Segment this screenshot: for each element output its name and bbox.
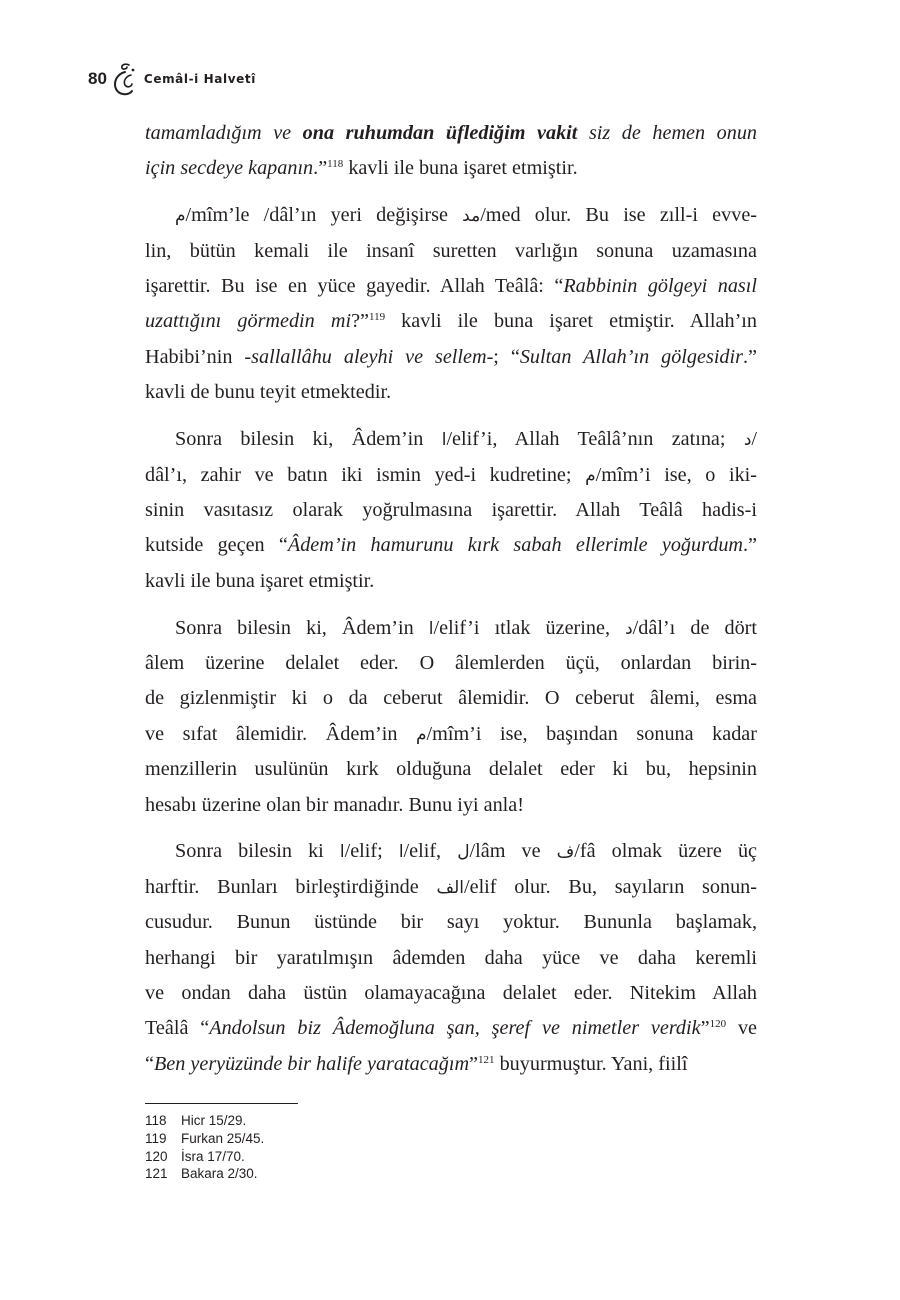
text-run: kavli de bunu teyit etmektedir.	[145, 381, 392, 404]
text-line	[145, 151, 757, 186]
text-run: /mîm’i ise, o iki-	[595, 463, 757, 486]
arabic-letter: ا	[428, 618, 434, 639]
arabic-letter: ا	[339, 842, 345, 863]
footnote	[145, 1165, 264, 1183]
text-line	[145, 646, 757, 681]
running-title: Cemâl-i Halvetî	[143, 72, 256, 86]
arabic-letter: الف	[436, 877, 464, 898]
arabic-letter: م	[175, 206, 186, 227]
text-line	[145, 269, 757, 304]
text-run: de gizlenmiştir ki o da ceberut âlemidir. O ceberut âlemi, esma	[145, 687, 757, 710]
body-text	[145, 116, 757, 1082]
arabic-letter: د	[625, 618, 633, 639]
italic-text: uzattığını görmedin mi	[145, 310, 352, 333]
bold-italic-text: ona ruhumdan üflediğim vakit	[302, 122, 578, 144]
arabic-letter: م	[416, 724, 427, 745]
footnote-number: 118	[145, 1113, 167, 1128]
text-run: /elif,	[403, 840, 458, 863]
text-line	[145, 717, 757, 752]
page-number: 80	[88, 69, 107, 88]
footnote	[145, 1148, 264, 1166]
text-line	[145, 493, 757, 528]
paragraph	[145, 422, 757, 599]
text-run: .”	[743, 345, 757, 368]
text-run: .”	[313, 157, 328, 180]
footnote-ref: 121	[478, 1053, 495, 1066]
footnote-number: 120	[145, 1148, 168, 1164]
text-line	[145, 681, 757, 716]
text-run: /lâm ve	[469, 840, 557, 863]
text-line	[145, 198, 757, 233]
paragraph-gap	[145, 187, 757, 199]
text-line	[145, 752, 757, 787]
text-line	[145, 422, 757, 457]
text-run: Sonra bilesin ki, Âdem’in	[175, 428, 442, 451]
text-run: ”	[700, 1017, 710, 1040]
paragraph	[145, 834, 757, 1082]
footnote-ref: 119	[368, 311, 386, 324]
footnote-text: Bakara 2/30.	[181, 1166, 258, 1182]
text-run: menzillerin usulünün kırk olduğuna delalet eder ki bu, hepsinin	[145, 758, 757, 781]
text-line	[145, 375, 757, 410]
text-run: kavli ile buna işaret etmiştir.	[343, 157, 578, 180]
text-run: Teâlâ “	[145, 1017, 210, 1040]
footnote-ref: 120	[709, 1018, 727, 1031]
arabic-letter: مد	[462, 206, 481, 227]
text-line	[145, 528, 757, 563]
footnote	[145, 1130, 264, 1148]
arabic-letter: ف	[556, 842, 575, 863]
text-line	[145, 905, 757, 940]
footnote-divider	[145, 1103, 298, 1104]
italic-text: siz de hemen onun	[577, 122, 757, 144]
text-line	[145, 340, 757, 375]
text-run: hesabı üzerine olan bir manadır. Bunu iyi anla!	[145, 793, 524, 816]
text-run: Sonra bilesin ki	[175, 840, 340, 863]
text-run: .”	[743, 534, 757, 557]
text-run: işarettir. Bu ise en yüce gayedir. Allah Teâlâ: “	[145, 275, 564, 298]
italic-text: için secdeye kapanın	[145, 157, 314, 180]
text-run: /med olur. Bu ise zıll-i evve-	[480, 204, 757, 227]
text-run: kavli ile buna işaret etmiştir. Allah’ın	[385, 310, 757, 333]
text-run: -; “	[486, 345, 520, 368]
text-run: ve sıfat âlemidir. Âdem’in	[145, 722, 417, 745]
italic-text: tamamladığım ve	[145, 122, 303, 144]
text-run: ”	[469, 1052, 479, 1075]
text-run: /fâ olmak üzere üç	[574, 840, 757, 863]
italic-text: Sultan Allah’ın gölgesidir	[519, 345, 743, 368]
text-line	[145, 564, 757, 599]
italic-text: Âdem’in hamurunu kırk sabah ellerimle yoğurdum	[287, 534, 743, 557]
text-line	[145, 116, 757, 151]
text-line	[145, 234, 757, 269]
footnote-text: Hicr 15/29.	[181, 1113, 247, 1128]
text-run: /elif’i, Allah Teâlâ’nın zatına;	[446, 428, 744, 451]
footnote-text: Furkan 25/45.	[181, 1130, 265, 1146]
footnote	[145, 1112, 264, 1130]
text-run: “	[145, 1052, 154, 1075]
text-run: lin, bütün kemali ile insanî suretten varlığın sonuna uzamasına	[145, 239, 757, 262]
italic-text: Ben yeryüzünde bir halife yaratacağım	[153, 1052, 470, 1075]
text-line	[145, 976, 757, 1011]
text-line	[145, 611, 757, 646]
text-run: /elif;	[344, 840, 399, 863]
text-run: Sonra bilesin ki, Âdem’in	[175, 616, 429, 639]
calligraphy-ornament-icon	[109, 59, 139, 99]
paragraph-gap	[145, 599, 757, 611]
paragraph-gap	[145, 823, 757, 835]
text-line	[145, 1011, 757, 1046]
arabic-letter: ا	[398, 842, 404, 863]
text-line	[145, 1047, 757, 1082]
footnote-ref: 118	[327, 158, 344, 171]
text-run: /mîm’i ise, başından sonuna kadar	[426, 722, 757, 745]
text-run: /dâl’ı de dört	[632, 616, 757, 639]
text-line	[145, 304, 757, 339]
text-run: kavli ile buna işaret etmiştir.	[145, 569, 375, 592]
text-line	[145, 458, 757, 493]
text-run: âlem üzerine delalet eder. O âlemlerden üçü, onlardan birin-	[145, 652, 757, 675]
italic-text: Andolsun biz Âdemoğluna şan, şeref ve nimetler verdik	[209, 1017, 701, 1040]
arabic-letter: د	[743, 430, 752, 451]
italic-text: Rabbinin gölgeyi nasıl	[563, 275, 757, 298]
text-line	[145, 834, 757, 869]
footnote-number: 121	[145, 1166, 168, 1182]
text-run: dâl’ı, zahir ve batın iki ismin yed-i kudretine;	[145, 463, 586, 486]
text-run: sinin vasıtasız olarak yoğrulmasına işarettir. Allah Teâlâ hadis-i	[145, 498, 757, 521]
paragraph	[145, 116, 757, 187]
text-run: /mîm’le /dâl’ın yeri değişirse	[185, 204, 463, 227]
footnote-text: İsra 17/70.	[181, 1148, 245, 1164]
text-line	[145, 941, 757, 976]
footnotes	[145, 1112, 264, 1183]
paragraph	[145, 198, 757, 410]
text-run: cusudur. Bunun üstünde bir sayı yoktur. Bununla başlamak,	[145, 911, 757, 934]
arabic-letter: ل	[457, 842, 470, 863]
text-run: /elif’i ıtlak üzerine,	[433, 616, 626, 639]
text-run: buyurmuştur. Yani, fiilî	[494, 1052, 688, 1075]
text-run: Habibi’nin -	[145, 345, 252, 368]
text-run: ve	[726, 1017, 757, 1040]
text-line	[145, 870, 757, 905]
text-run: harftir. Bunları birleştirdiğinde	[145, 875, 437, 898]
arabic-letter: ا	[441, 430, 447, 451]
text-run: kutside geçen “	[145, 534, 288, 557]
text-run: ve ondan daha üstün olamayacağına delalet eder. Nitekim Allah	[145, 982, 757, 1005]
text-line	[145, 788, 757, 823]
arabic-letter: م	[585, 465, 596, 486]
paragraph-gap	[145, 411, 757, 423]
text-run: ?”	[351, 310, 369, 333]
text-run: /elif olur. Bu, sayıların sonun-	[464, 875, 757, 898]
italic-text: sallallâhu aleyhi ve sellem	[251, 345, 487, 368]
footnote-number: 119	[145, 1130, 167, 1146]
page-header	[88, 58, 256, 100]
text-run: /	[751, 428, 757, 451]
paragraph	[145, 611, 757, 823]
text-run: herhangi bir yaratılmışın âdemden daha yüce ve daha keremli	[145, 946, 757, 969]
